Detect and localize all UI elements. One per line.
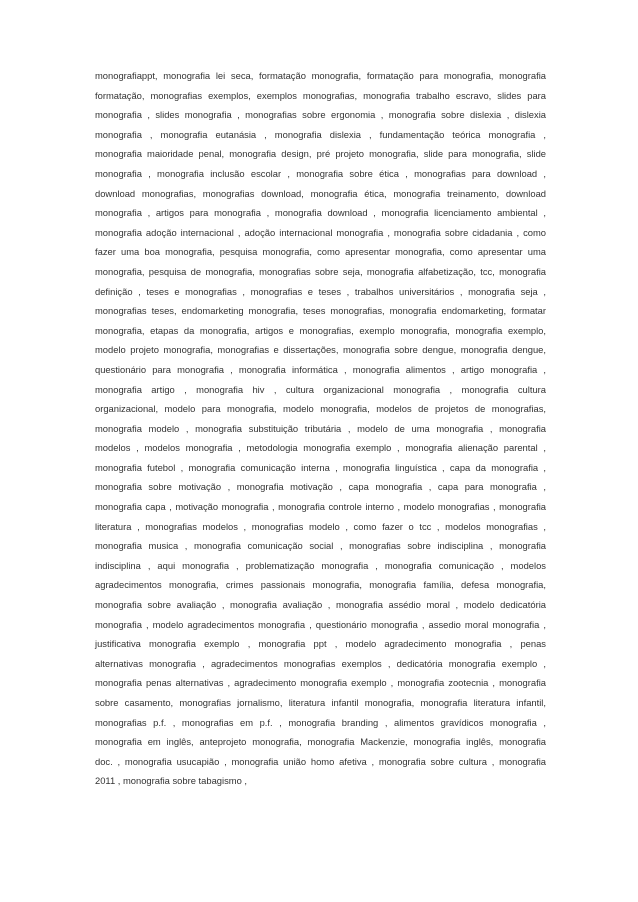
text-line: literatura , monografias modelos , monografias modelo , como fazer o tcc , modelos monografias , [95,520,546,532]
text-line: monografia , monografia eutanásia , monografia dislexia , fundamentação teórica monografia , [95,128,546,140]
text-line: indisciplina , aqui monografia , problematização monografia , monografia comunicação , modelos [95,559,546,571]
text-line: sobre casamento, monografias jornalismo, literatura infantil monografia, monografia literatura infantil, [95,697,546,708]
text-line: monografias teses, endomarketing monografia, teses monografias, monografia endomarketing, formatar [95,305,546,317]
text-line: monografia futebol , monografia comunicação interna , monografia linguística , capa da monografia , [95,461,546,473]
text-line: organizacional, modelo para monografia, modelo monografia, modelos de projetos de monografias, [95,403,546,415]
text-line: monografia , artigos para monografia , monografia download , monografia licenciamento ambiental , [95,207,546,219]
text-line: fazer uma boa monografia, pesquisa monografia, como apresentar monografia, como apresentar uma [95,246,546,258]
text-line: monografia capa , motivação monografia , monografia controle interno , modelo monografias , monografia [95,501,546,513]
text-line: monografiappt, monografia lei seca, formatação monografia, formatação para monografia, monografia [95,70,546,81]
text-line: questionário para monografia , monografia informática , monografia alimentos , artigo monografia , [95,363,546,375]
text-line: 2011 , monografia sobre tabagismo , [95,775,247,787]
text-line: formatação, monografias exemplos, exemplos monografias, monografia trabalho escravo, slides para [95,89,546,101]
body-text [95,66,546,791]
text-line: monografia , modelo agradecimentos monografia , questionário monografia , assedio moral monografia , [95,618,546,630]
text-line: modelo projeto monografia, monografias e dissertações, monografia sobre dengue, monografia dengue, [95,344,546,356]
text-line: monografia penas alternativas , agradecimento monografia exemplo , monografia zootecnia , monografia [95,677,546,689]
text-line: monografia sobre motivação , monografia motivação , capa monografia , capa para monografia , [95,481,546,493]
text-line: justificativa monografia exemplo , monografia ppt , modelo agradecimento monografia , penas [95,638,546,650]
text-line: monografia musica , monografia comunicação social , monografias sobre indisciplina , monografia [95,540,546,552]
text-line: monografia, pesquisa de monografia, monografias sobre seja, monografia alfabetização, tcc, monografia [95,265,546,277]
text-line: download monografias, monografias download, monografia ética, monografia treinamento, download [95,187,546,199]
text-line: monografia em inglês, anteprojeto monografia, monografia Mackenzie, monografia inglês, monografia [95,736,546,748]
text-line: doc. , monografia usucapião , monografia união homo afetiva , monografia sobre cultura , monografia [95,755,546,767]
text-line: monografia , slides monografia , monografias sobre ergonomia , monografia sobre dislexia , dislexia [95,109,546,121]
text-line: agradecimentos monografia, crimes passionais monografia, monografia família, defesa monografia, [95,579,546,591]
text-line: monografias p.f. , monografias em p.f. , monografia branding , alimentos gravídicos monografia , [95,716,546,728]
text-line: monografia, etapas da monografia, artigos e monografias, exemplo monografia, monografia exemplo, [95,324,546,336]
text-line: monografia artigo , monografia hiv , cultura organizacional monografia , monografia cultura [95,383,546,395]
text-line: monografia modelo , monografia substituição tributária , modelo de uma monografia , monografia [95,422,546,434]
text-line: monografia maioridade penal, monografia design, pré projeto monografia, slide para monografia, slide [95,148,546,160]
text-line: monografia sobre avaliação , monografia avaliação , monografia assédio moral , modelo dedicatória [95,599,546,611]
text-line: modelos , modelos monografia , metodologia monografia exemplo , monografia alienação parental , [95,442,546,454]
text-line: definição , teses e monografias , monografias e teses , trabalhos universitários , monografia seja , [95,285,546,297]
text-line: alternativas monografia , agradecimentos monografias exemplos , dedicatória monografia exemplo , [95,657,546,669]
text-line: monografia , monografia inclusão escolar , monografia sobre ética , monografias para download , [95,167,546,179]
text-line: monografia adoção internacional , adoção internacional monografia , monografia sobre cidadania , como [95,226,546,238]
